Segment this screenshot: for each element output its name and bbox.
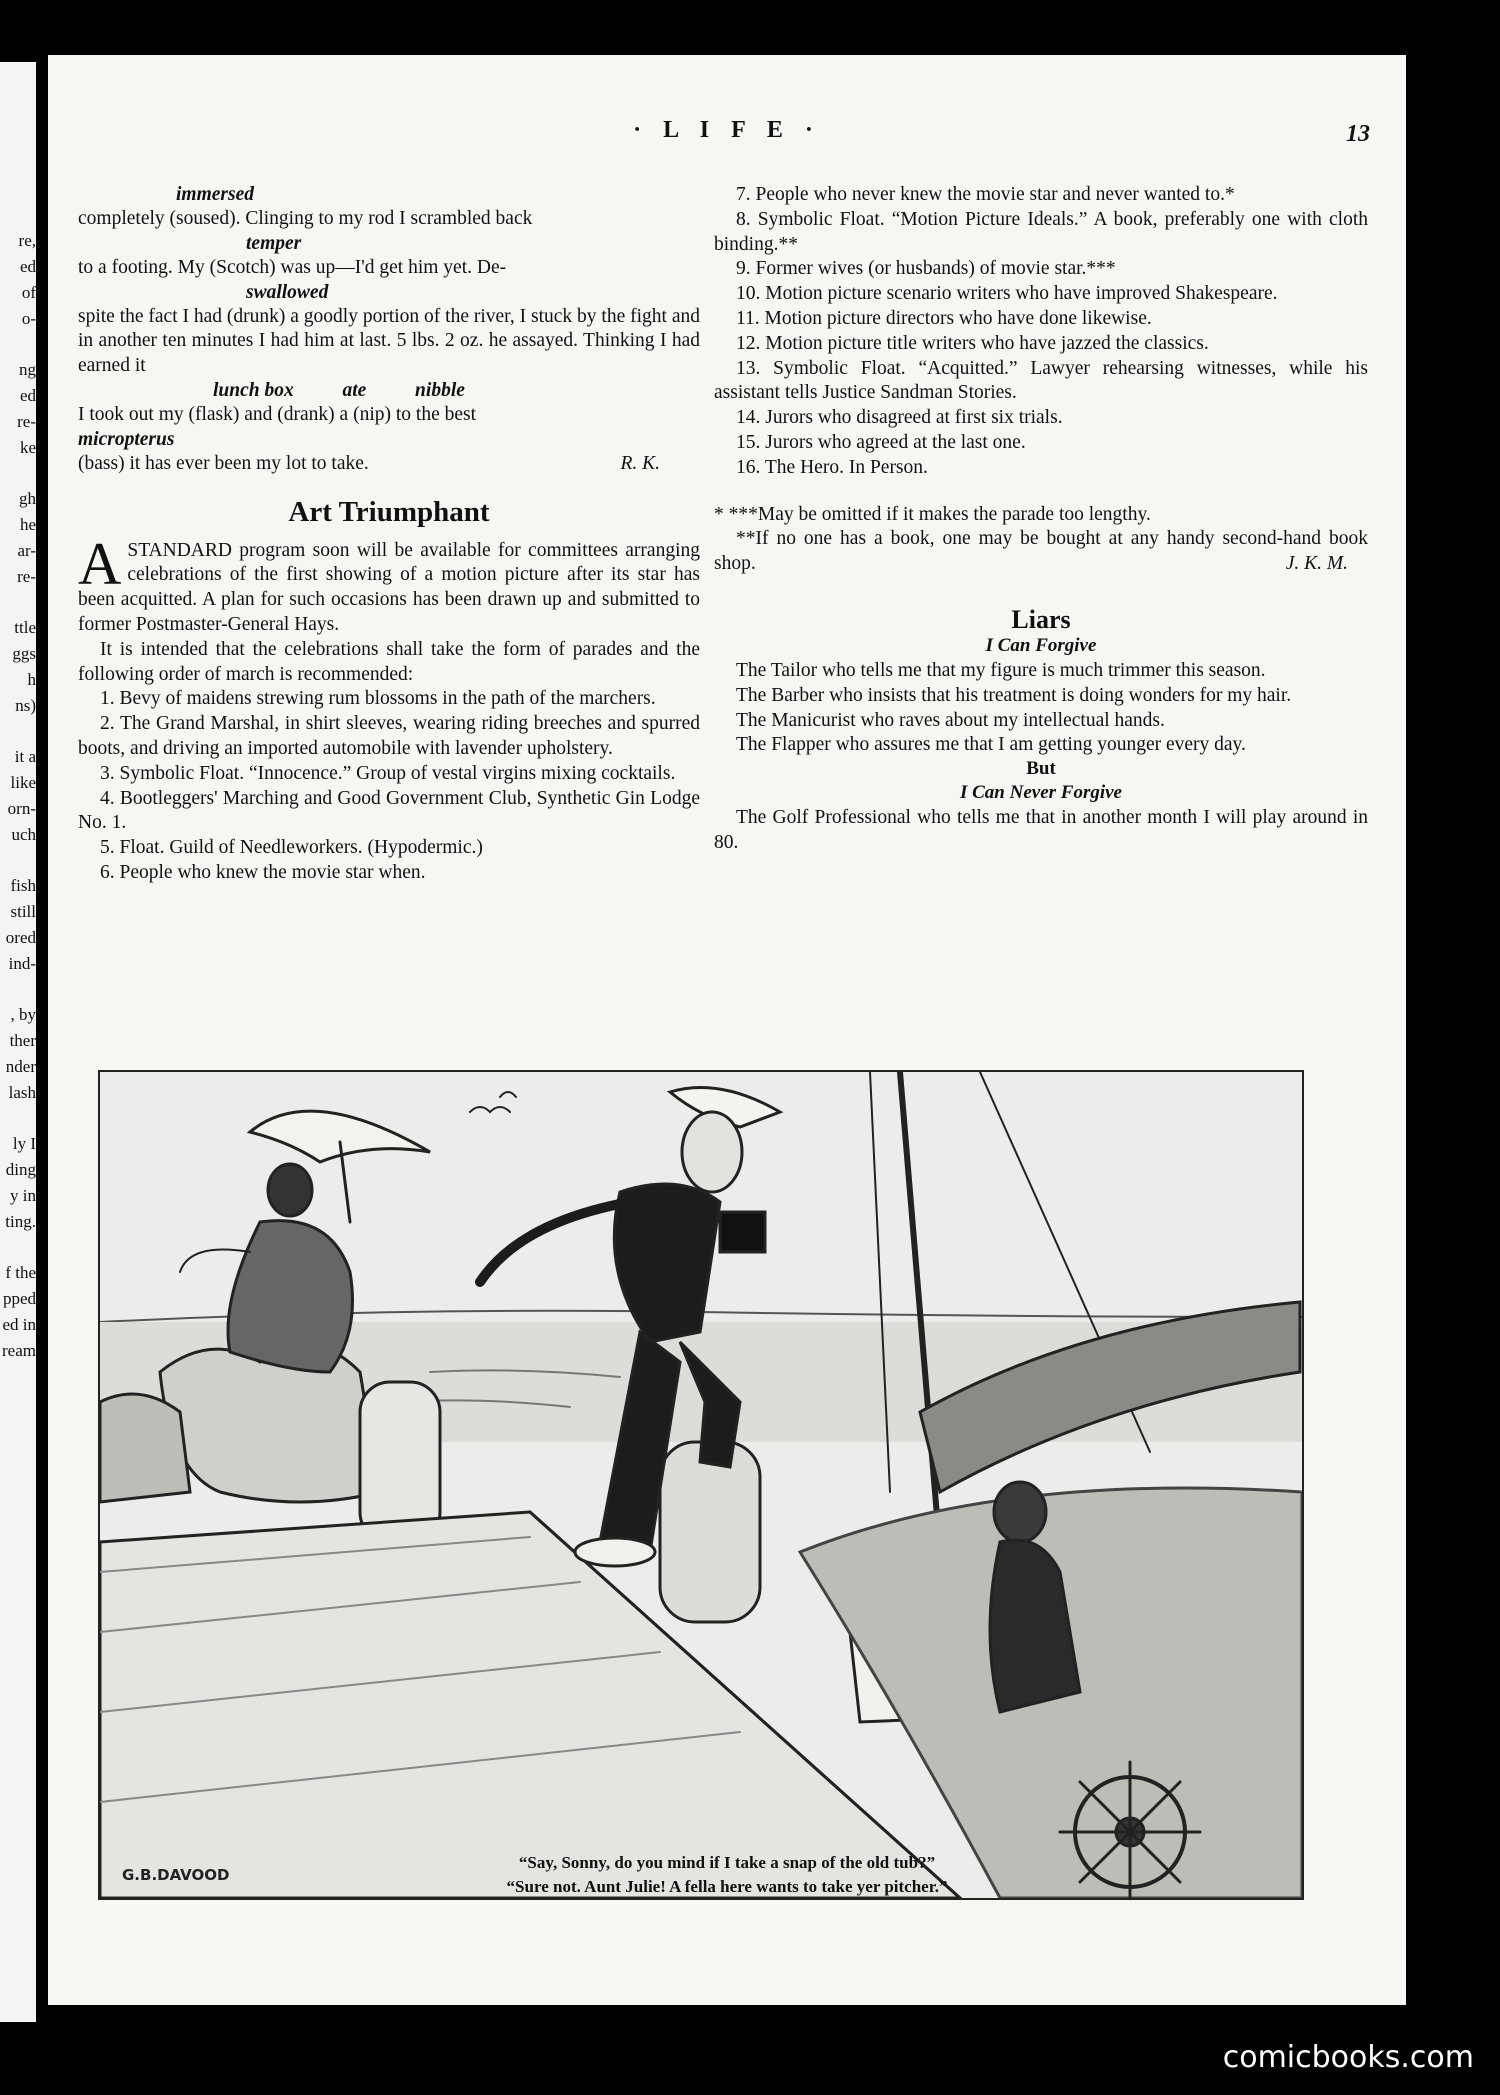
edge-fragment: ed in bbox=[2, 1315, 36, 1334]
article-intro-text: STANDARD program soon will be available for committees arranging celebrations of the first showing of a motion picture after its star has been acquitted. A plan for such occasions has been drawn up and submitted to former Postmaster-General Hays. bbox=[78, 539, 700, 635]
artist-signature: G.B.DAVOOD bbox=[122, 1866, 230, 1884]
edge-fragment: he bbox=[19, 515, 36, 534]
site-watermark: comicbooks.com bbox=[1222, 2040, 1474, 2075]
edge-fragment: still bbox=[10, 902, 36, 921]
correction-word: swallowed bbox=[246, 281, 329, 303]
story-line: completely (soused). Clinging to my rod I scrambled back bbox=[78, 208, 533, 229]
edge-fragment: re- bbox=[17, 567, 36, 586]
edge-fragment: ly I bbox=[12, 1134, 36, 1153]
march-item: 7. People who never knew the movie star and never wanted to.* bbox=[736, 184, 1235, 205]
cartoon-drawing bbox=[100, 1072, 1302, 1898]
correction-word: temper bbox=[246, 232, 302, 254]
march-item: 13. Symbolic Float. “Acquitted.” Lawyer rehearsing witnesses, while his assistant tells Justice Sandman Stories. bbox=[714, 357, 1368, 404]
edge-fragment: ttle bbox=[14, 618, 36, 637]
edge-fragment: ored bbox=[5, 928, 36, 947]
edge-fragment: h bbox=[27, 670, 36, 689]
adjacent-page-text bbox=[0, 232, 36, 1393]
forgive-item: The Tailor who tells me that my figure is much trimmer this season. bbox=[736, 659, 1266, 681]
edge-fragment: lash bbox=[8, 1083, 36, 1102]
article-paragraph: It is intended that the celebrations shall take the form of parades and the following order of march is recommended: bbox=[78, 638, 700, 685]
footnote bbox=[714, 527, 1368, 577]
never-forgive-item: The Golf Professional who tells me that in another month I will play around in 80. bbox=[714, 807, 1368, 853]
left-column bbox=[78, 183, 700, 886]
forgive-heading: I Can Forgive bbox=[985, 634, 1097, 656]
footnote-text: **If no one has a book, one may be bought at any handy second-hand book shop. bbox=[714, 528, 1368, 575]
fishing-story-ending bbox=[78, 183, 700, 477]
edge-fragment: uch bbox=[11, 825, 36, 844]
cartoon-caption bbox=[48, 1851, 1406, 1899]
edge-fragment: nder bbox=[5, 1057, 36, 1076]
but-heading: But bbox=[1026, 758, 1056, 780]
edge-fragment: ind- bbox=[8, 954, 36, 973]
march-item: 12. Motion picture title writers who have jazzed the classics. bbox=[736, 332, 1209, 354]
article-intro bbox=[78, 530, 700, 638]
edge-fragment: ng bbox=[19, 360, 36, 379]
edge-fragment: orn- bbox=[7, 799, 36, 818]
edge-fragment: of bbox=[21, 283, 36, 302]
story-last-line: (bass) it has ever been my lot to take. bbox=[78, 452, 369, 474]
edge-fragment: ed bbox=[19, 257, 36, 276]
march-item: 5. Float. Guild of Needleworkers. (Hypodermic.) bbox=[100, 837, 483, 859]
edge-fragment: fish bbox=[10, 876, 36, 895]
right-column bbox=[714, 183, 1368, 856]
edge-fragment: ting. bbox=[5, 1212, 36, 1231]
adjacent-page-edge bbox=[0, 62, 36, 2022]
forgive-item: The Manicurist who raves about my intellectual hands. bbox=[736, 709, 1165, 731]
march-item: 1. Bevy of maidens strewing rum blossoms in the path of the marchers. bbox=[100, 688, 656, 710]
page-number: 13 bbox=[1346, 121, 1370, 147]
edge-fragment: like bbox=[10, 773, 36, 792]
edge-fragment: ns) bbox=[15, 696, 36, 715]
story-line: I took out my (flask) and (drank) a (nip) to the best bbox=[78, 403, 477, 425]
edge-fragment: ed bbox=[19, 386, 36, 405]
caption-line: “Sure not. Aunt Julie! A fella here wants to take yer pitcher.” bbox=[506, 1877, 948, 1896]
running-header: · L I F E · bbox=[633, 117, 821, 143]
march-item: 3. Symbolic Float. “Innocence.” Group of vestal virgins mixing cocktails. bbox=[100, 762, 676, 784]
edge-fragment: ke bbox=[19, 438, 36, 457]
march-item: 8. Symbolic Float. “Motion Picture Ideals.” A book, preferably one with cloth binding.** bbox=[714, 208, 1368, 255]
correction-word: lunch box ate nibble bbox=[213, 379, 465, 401]
edge-fragment: ding bbox=[5, 1160, 36, 1179]
edge-fragment: it a bbox=[14, 747, 36, 766]
article-title: Art Triumphant bbox=[288, 495, 490, 528]
forgive-item: The Flapper who assures me that I am getting younger every day. bbox=[736, 734, 1246, 756]
march-item: 2. The Grand Marshal, in shirt sleeves, wearing riding breeches and spurred boots, and driving an imported automobile with lavender upholstery. bbox=[78, 713, 700, 759]
march-item: 9. Former wives (or husbands) of movie star.*** bbox=[736, 258, 1116, 280]
edge-fragment: re- bbox=[17, 412, 36, 431]
edge-fragment: ther bbox=[9, 1031, 36, 1050]
edge-fragment: y in bbox=[10, 1186, 36, 1205]
march-item: 14. Jurors who disagreed at first six trials. bbox=[736, 407, 1063, 429]
drop-cap: A bbox=[78, 530, 122, 597]
caption-line: “Say, Sonny, do you mind if I take a snap of the old tub?” bbox=[518, 1853, 936, 1872]
correction-word: immersed bbox=[176, 184, 254, 205]
march-item: 4. Bootleggers' Marching and Good Government Club, Synthetic Gin Lodge No. 1. bbox=[78, 787, 700, 834]
edge-fragment: , by bbox=[10, 1005, 36, 1024]
footnote: * ***May be omitted if it makes the parade too lengthy. bbox=[714, 503, 1151, 525]
cartoon-illustration bbox=[98, 1070, 1304, 1900]
magazine-page bbox=[48, 55, 1406, 2005]
edge-fragment: ar- bbox=[17, 541, 36, 560]
march-item: 16. The Hero. In Person. bbox=[736, 456, 928, 478]
edge-fragment: ream bbox=[2, 1341, 36, 1360]
march-item: 11. Motion picture directors who have done likewise. bbox=[736, 307, 1152, 329]
edge-fragment: pped bbox=[2, 1289, 36, 1308]
edge-fragment: o- bbox=[21, 309, 36, 328]
liars-title: Liars bbox=[1011, 604, 1071, 634]
march-item: 10. Motion picture scenario writers who have improved Shakespeare. bbox=[736, 283, 1278, 305]
correction-word: micropterus bbox=[78, 428, 175, 450]
edge-fragment: re, bbox=[18, 231, 36, 250]
march-item: 6. People who knew the movie star when. bbox=[100, 861, 426, 883]
story-line: spite the fact I had (drunk) a goodly portion of the river, I stuck by the fight and in another ten minutes I had him at last. 5 lbs. 2 oz. he assayed. Thinking I had earned it bbox=[78, 305, 700, 377]
story-line: to a footing. My (Scotch) was up—I'd get him yet. De- bbox=[78, 256, 507, 278]
forgive-item: The Barber who insists that his treatment is doing wonders for my hair. bbox=[736, 684, 1292, 706]
edge-fragment: gh bbox=[19, 489, 36, 508]
never-forgive-heading: I Can Never Forgive bbox=[959, 782, 1122, 804]
edge-fragment: ggs bbox=[12, 644, 36, 663]
author-signature: J. K. M. bbox=[1285, 553, 1348, 575]
story-line bbox=[78, 452, 700, 477]
author-signature: R. K. bbox=[620, 452, 660, 474]
march-item: 15. Jurors who agreed at the last one. bbox=[736, 431, 1026, 453]
edge-fragment: f the bbox=[5, 1263, 36, 1282]
